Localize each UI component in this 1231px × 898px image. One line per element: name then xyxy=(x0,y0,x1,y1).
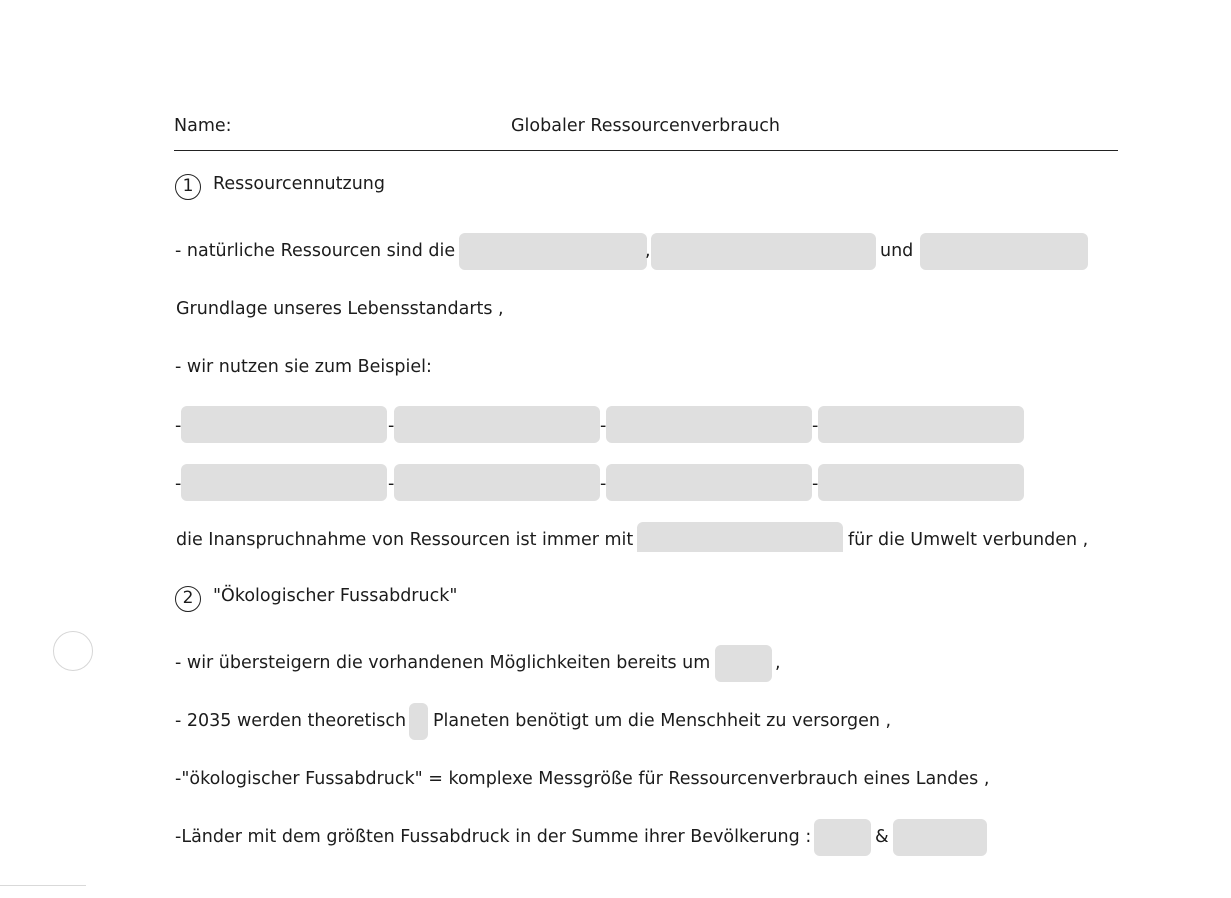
side-divider xyxy=(0,885,86,886)
planeten-line-prefix: - 2035 werden theoretisch xyxy=(175,711,407,731)
blank-example-6[interactable] xyxy=(394,464,600,501)
inanspruchnahme-line-suffix: für die Umwelt verbunden , xyxy=(848,530,1089,550)
blank-umwelt-effects[interactable] xyxy=(637,522,843,552)
resources-comma: , xyxy=(645,241,651,261)
blank-example-8[interactable] xyxy=(818,464,1024,501)
resources-line-prefix: - natürliche Ressourcen sind die xyxy=(175,241,456,261)
side-circle-button[interactable] xyxy=(53,631,93,671)
fussabdruck-definition-line: -"ökologischer Fussabdruck" = komplexe Messgröße für Ressourcenverbrauch eines Landes , xyxy=(175,769,990,789)
section-1-heading: Ressourcennutzung xyxy=(213,174,385,194)
blank-example-5[interactable] xyxy=(181,464,387,501)
section-2-heading: "Ökologischer Fussabdruck" xyxy=(213,586,458,606)
laender-line-prefix: -Länder mit dem größten Fussabdruck in der Summe ihrer Bevölkerung : xyxy=(175,827,812,847)
lebensstandard-line: Grundlage unseres Lebensstandarts , xyxy=(176,299,504,319)
resources-und: und xyxy=(880,241,914,261)
name-label: Name: xyxy=(174,116,232,136)
dash-7: - xyxy=(600,474,607,494)
blank-example-3[interactable] xyxy=(606,406,812,443)
beispiel-line: - wir nutzen sie zum Beispiel: xyxy=(175,357,432,377)
dash-1: - xyxy=(175,416,182,436)
blank-example-7[interactable] xyxy=(606,464,812,501)
blank-resource-1[interactable] xyxy=(459,233,647,270)
blank-planet-count[interactable] xyxy=(409,703,428,740)
blank-percent[interactable] xyxy=(715,645,772,682)
dash-2: - xyxy=(388,416,395,436)
dash-3: - xyxy=(600,416,607,436)
dash-8: - xyxy=(812,474,819,494)
planeten-line-suffix: Planeten benötigt um die Menschheit zu versorgen , xyxy=(433,711,892,731)
blank-example-4[interactable] xyxy=(818,406,1024,443)
blank-resource-3[interactable] xyxy=(920,233,1088,270)
inanspruchnahme-line-prefix: die Inanspruchnahme von Ressourcen ist immer mit xyxy=(176,530,634,550)
dash-5: - xyxy=(175,474,182,494)
section-1-number-badge: 1 xyxy=(175,174,201,200)
blank-country-2[interactable] xyxy=(893,819,987,856)
dash-4: - xyxy=(812,416,819,436)
laender-ampersand: & xyxy=(875,827,889,847)
section-2-number-badge: 2 xyxy=(175,586,201,612)
dash-6: - xyxy=(388,474,395,494)
blank-example-2[interactable] xyxy=(394,406,600,443)
moeglichkeiten-line-prefix: - wir übersteigern die vorhandenen Möglichkeiten bereits um xyxy=(175,653,711,673)
blank-example-1[interactable] xyxy=(181,406,387,443)
blank-country-1[interactable] xyxy=(814,819,871,856)
moeglichkeiten-line-suffix: , xyxy=(775,653,781,673)
page-title: Globaler Ressourcenverbrauch xyxy=(511,116,780,136)
header-divider xyxy=(174,150,1118,151)
blank-resource-2[interactable] xyxy=(651,233,876,270)
